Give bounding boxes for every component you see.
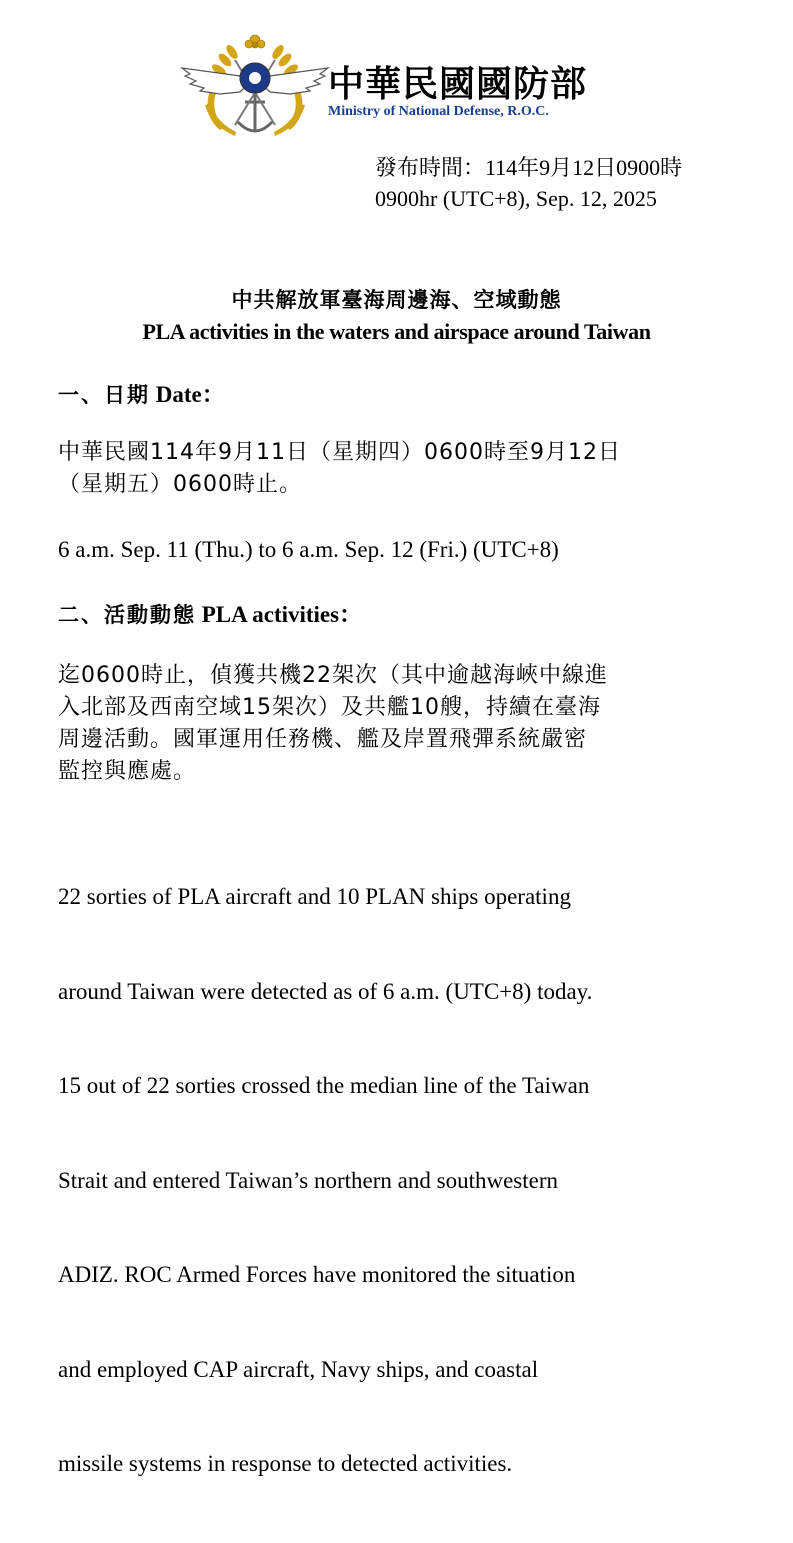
text-line: 22 sorties of PLA aircraft and 10 PLAN ships operating: [58, 884, 571, 909]
section-activities-body-en: [58, 818, 748, 1543]
text-line: 監控與應處。: [58, 759, 197, 784]
text-line: and employed CAP aircraft, Navy ships, and coastal: [58, 1356, 539, 1382]
org-name-cn: 中華民國國防部: [328, 64, 588, 105]
section-activities-body-cn: [58, 660, 748, 788]
text-line: around Taiwan were detected as of 6 a.m. (UTC+8) today.: [58, 978, 593, 1004]
title-en: PLA activities in the waters and airspace around Taiwan: [142, 319, 651, 344]
section-activities-heading: [58, 596, 362, 629]
section-date-heading-en: Date：: [155, 382, 225, 407]
text-line: 中華民國114年9月11日（星期四）0600時至9月12日: [58, 440, 621, 465]
org-name-en: Ministry of National Defense, R.O.C.: [328, 104, 549, 119]
section-activities-heading-cn: 二、活動動態: [58, 603, 196, 627]
section-activities-heading-en: PLA activities：: [201, 602, 363, 627]
release-time: [375, 152, 682, 214]
title-cn: 中共解放軍臺海周邊海、空域動態: [231, 288, 562, 312]
text-line: 入北部及西南空域15架次）及共艦10艘，持續在臺海: [58, 695, 601, 720]
text-line: ADIZ. ROC Armed Forces have monitored the situation: [58, 1262, 576, 1287]
section-date-body-en: [58, 534, 748, 566]
text-line: 周邊活動。國軍運用任務機、艦及岸置飛彈系統嚴密: [58, 727, 588, 752]
ministry-emblem-icon: [180, 30, 330, 142]
document-title: [0, 284, 793, 348]
text-line: 15 out of 22 sorties crossed the median line of the Taiwan: [58, 1073, 590, 1098]
release-time-cn: 發布時間：114年9月12日0900時: [375, 155, 683, 180]
section-date-heading-cn: 一、日期: [58, 383, 150, 407]
text-line: （星期五）0600時止。: [58, 472, 302, 497]
release-time-en: 0900hr (UTC+8), Sep. 12, 2025: [375, 186, 657, 211]
section-date-heading: [58, 376, 225, 409]
section-date-body-cn: [58, 437, 748, 501]
text-line: Strait and entered Taiwan’s northern and southwestern: [58, 1167, 558, 1193]
text-line: missile systems in response to detected activities.: [58, 1451, 513, 1476]
text-line: 迄0600時止，偵獲共機22架次（其中逾越海峽中線進: [58, 663, 608, 688]
text-line: 6 a.m. Sep. 11 (Thu.) to 6 a.m. Sep. 12 (Fri.) (UTC+8): [58, 537, 559, 562]
